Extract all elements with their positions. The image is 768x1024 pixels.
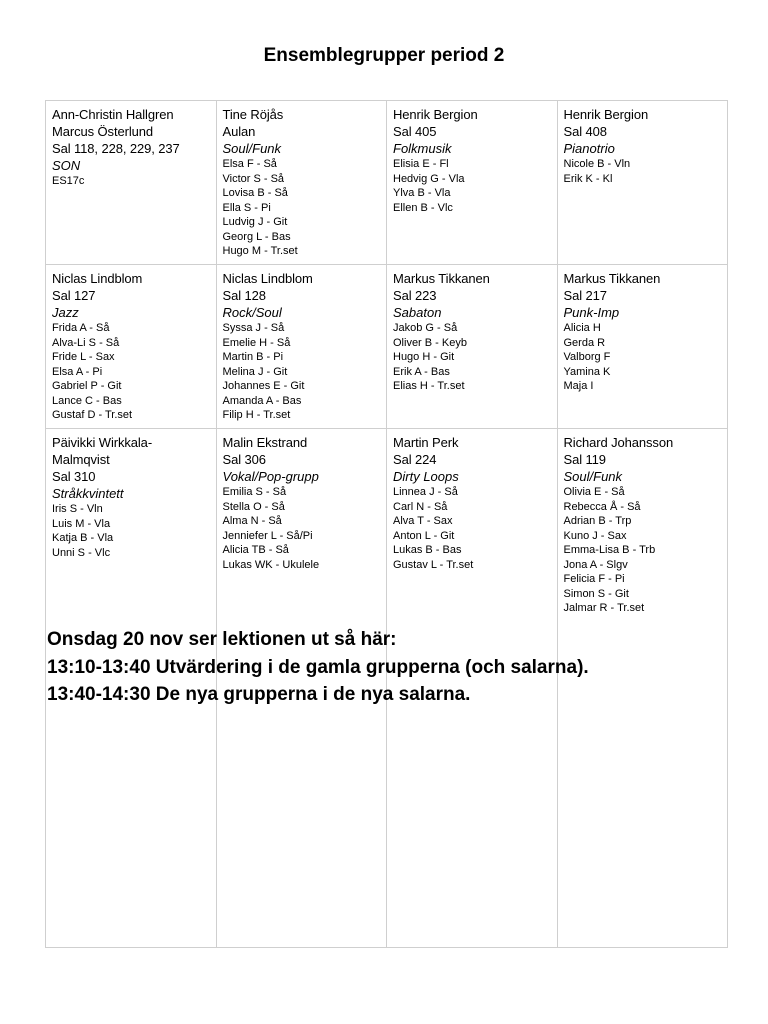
ensemble-info-line: Markus Tikkanen xyxy=(563,271,661,286)
ensemble-info-line: Niclas Lindblom xyxy=(222,271,313,286)
member-item: Lance C - Bas xyxy=(52,394,122,407)
member-item: Emelie H - Så xyxy=(222,336,291,349)
page-title: Ensemblegrupper period 2 xyxy=(263,45,505,66)
ensemble-info-line: Henrik Bergion xyxy=(393,107,478,122)
member-item: Alicia TB - Så xyxy=(222,544,289,556)
member-list xyxy=(393,485,551,572)
member-item: Ella S - Pi xyxy=(222,201,271,214)
ensemble-info-line: Marcus Österlund xyxy=(52,124,153,139)
schedule-notes xyxy=(47,626,589,709)
member-item: Jenniefer L - Så/Pi xyxy=(222,529,313,542)
member-item: Luis M - Vla xyxy=(52,517,111,530)
member-item: Jona A - Slgv xyxy=(563,558,628,571)
notes-line: 13:40-14:30 De nya grupperna i de nya salarna. xyxy=(47,684,471,705)
member-item: Gerda R xyxy=(563,336,606,349)
ensemble-info-line: Sal 405 xyxy=(393,124,437,139)
member-item: Filip H - Tr.set xyxy=(222,409,291,421)
member-item: Yamina K xyxy=(563,365,611,378)
member-item: Alicia H xyxy=(563,322,601,334)
member-item: Linnea J - Så xyxy=(393,486,458,498)
member-list xyxy=(393,321,551,394)
member-list xyxy=(223,321,381,423)
member-item: Fride L - Sax xyxy=(52,351,115,363)
member-item: Gustav L - Tr.set xyxy=(393,558,474,571)
member-item: Johannes E - Git xyxy=(222,380,305,392)
ensemble-info-line: Sal 217 xyxy=(563,288,607,303)
ensemble-genre: Soul/Funk xyxy=(222,141,282,156)
member-item: Elsa A - Pi xyxy=(52,365,103,378)
ensemble-info-line: Sal 223 xyxy=(393,288,437,303)
ensemble-cell xyxy=(46,101,217,265)
member-item: Iris S - Vln xyxy=(52,503,103,515)
ensemble-info-line: Henrik Bergion xyxy=(563,107,649,122)
member-list xyxy=(564,321,722,394)
ensemble-genre: Soul/Funk xyxy=(563,469,623,484)
ensemble-cell xyxy=(46,265,217,429)
member-list xyxy=(52,502,210,560)
member-item: Valborg F xyxy=(563,351,611,363)
member-item: Melina J - Git xyxy=(222,365,288,378)
member-item: Rebecca Å - Så xyxy=(563,500,641,513)
ensemble-genre: Vokal/Pop-grupp xyxy=(222,469,319,484)
notes-line: 13:10-13:40 Utvärdering i de gamla grupperna (och salarna). xyxy=(47,656,589,678)
member-item: Simon S - Git xyxy=(563,587,629,600)
member-item: Hugo H - Git xyxy=(393,351,455,363)
member-item: Elias H - Tr.set xyxy=(393,380,465,392)
ensemble-genre: Rock/Soul xyxy=(222,305,282,320)
member-item: Alma N - Så xyxy=(222,515,282,527)
ensemble-info-line: Malmqvist xyxy=(52,452,110,467)
member-item: Alva T - Sax xyxy=(393,515,453,527)
ensemble-cell xyxy=(557,265,728,429)
member-item: Unni S - Vlc xyxy=(52,546,111,559)
ensemble-table xyxy=(45,100,728,948)
member-item: Oliver B - Keyb xyxy=(393,336,467,349)
ensemble-info-line: Sal 118, 228, 229, 237 xyxy=(52,141,180,156)
member-item: Martin B - Pi xyxy=(222,351,284,363)
table-row xyxy=(46,265,728,429)
member-item: Stella O - Så xyxy=(222,500,285,513)
ensemble-info-line: Markus Tikkanen xyxy=(393,271,490,286)
member-item: Ellen B - Vlc xyxy=(393,201,453,214)
member-item: Victor S - Så xyxy=(222,172,285,185)
ensemble-genre: SON xyxy=(52,158,81,173)
member-list xyxy=(52,174,210,189)
ensemble-info-line: Päivikki Wirkkala- xyxy=(52,435,153,450)
ensemble-info-line: Sal 127 xyxy=(52,288,96,303)
member-item: Emilia S - Så xyxy=(222,486,287,498)
ensemble-genre: Jazz xyxy=(52,305,79,320)
member-list xyxy=(52,321,210,423)
ensemble-genre: Sabaton xyxy=(393,305,442,320)
ensemble-genre: Folkmusik xyxy=(393,141,452,156)
ensemble-genre: Punk-Imp xyxy=(563,305,620,320)
member-item: Gabriel P - Git xyxy=(52,380,122,392)
ensemble-info-line: Sal 306 xyxy=(222,452,266,467)
member-item: Hugo M - Tr.set xyxy=(222,245,298,257)
member-item: Amanda A - Bas xyxy=(222,394,302,407)
ensemble-cell xyxy=(216,101,387,265)
member-item: Adrian B - Trp xyxy=(563,515,632,527)
member-item: Hedvig G - Vla xyxy=(393,172,465,185)
member-list xyxy=(564,157,722,186)
ensemble-genre: Stråkkvintett xyxy=(52,486,124,501)
ensemble-info-line: Sal 408 xyxy=(563,124,607,139)
ensemble-info-line: Sal 310 xyxy=(52,469,96,484)
member-item: Erik A - Bas xyxy=(393,365,450,378)
member-item: Lukas WK - Ukulele xyxy=(222,558,320,571)
table-row xyxy=(46,101,728,265)
member-item: Lukas B - Bas xyxy=(393,544,462,556)
member-item: Alva-Li S - Så xyxy=(52,336,120,349)
ensemble-info-line: Sal 119 xyxy=(563,452,606,467)
ensemble-genre: Dirty Loops xyxy=(393,469,459,484)
member-list xyxy=(564,485,722,616)
ensemble-genre: Pianotrio xyxy=(563,141,615,156)
member-item: Emma-Lisa B - Trb xyxy=(563,544,656,556)
ensemble-info-line: Niclas Lindblom xyxy=(52,271,143,286)
member-item: Maja I xyxy=(563,380,594,392)
ensemble-info-line: Ann-Christin Hallgren xyxy=(52,107,174,122)
ensemble-info-line: Tine Röjås xyxy=(222,107,284,122)
ensemble-info-line: Sal 128 xyxy=(222,288,266,303)
ensemble-cell xyxy=(216,265,387,429)
member-item: Felicia F - Pi xyxy=(563,573,625,585)
ensemble-info-line: Aulan xyxy=(222,124,256,139)
member-item: Syssa J - Så xyxy=(222,322,285,334)
member-item: Elsa F - Så xyxy=(222,158,277,170)
member-item: Lovisa B - Så xyxy=(222,187,288,199)
member-item: Erik K - Kl xyxy=(563,172,613,185)
ensemble-cell xyxy=(387,265,558,429)
notes-line: Onsdag 20 nov ser lektionen ut så här: xyxy=(47,629,397,650)
member-item: Ludvig J - Git xyxy=(222,216,288,228)
member-list xyxy=(223,485,381,572)
member-item: Jalmar R - Tr.set xyxy=(563,602,645,614)
member-item: Ylva B - Vla xyxy=(393,187,451,199)
member-list xyxy=(223,157,381,259)
ensemble-cell xyxy=(387,101,558,265)
ensemble-info-line: Martin Perk xyxy=(393,435,459,450)
ensemble-info-line: Richard Johansson xyxy=(563,435,674,450)
member-item: Elisia E - Fl xyxy=(393,158,449,170)
member-item: ES17c xyxy=(52,175,85,187)
ensemble-info-line: Malin Ekstrand xyxy=(222,435,308,450)
member-item: Nicole B - Vln xyxy=(563,158,631,170)
member-item: Gustaf D - Tr.set xyxy=(52,409,133,421)
ensemble-info-line: Sal 224 xyxy=(393,452,437,467)
member-list xyxy=(393,157,551,215)
member-item: Olivia E - Så xyxy=(563,486,625,498)
member-item: Jakob G - Så xyxy=(393,322,458,334)
member-item: Carl N - Så xyxy=(393,500,448,513)
member-item: Katja B - Vla xyxy=(52,532,114,544)
ensemble-cell xyxy=(557,101,728,265)
member-item: Kuno J - Sax xyxy=(563,529,627,542)
member-item: Georg L - Bas xyxy=(222,230,291,243)
member-item: Frida A - Så xyxy=(52,322,110,334)
member-item: Anton L - Git xyxy=(393,529,455,542)
